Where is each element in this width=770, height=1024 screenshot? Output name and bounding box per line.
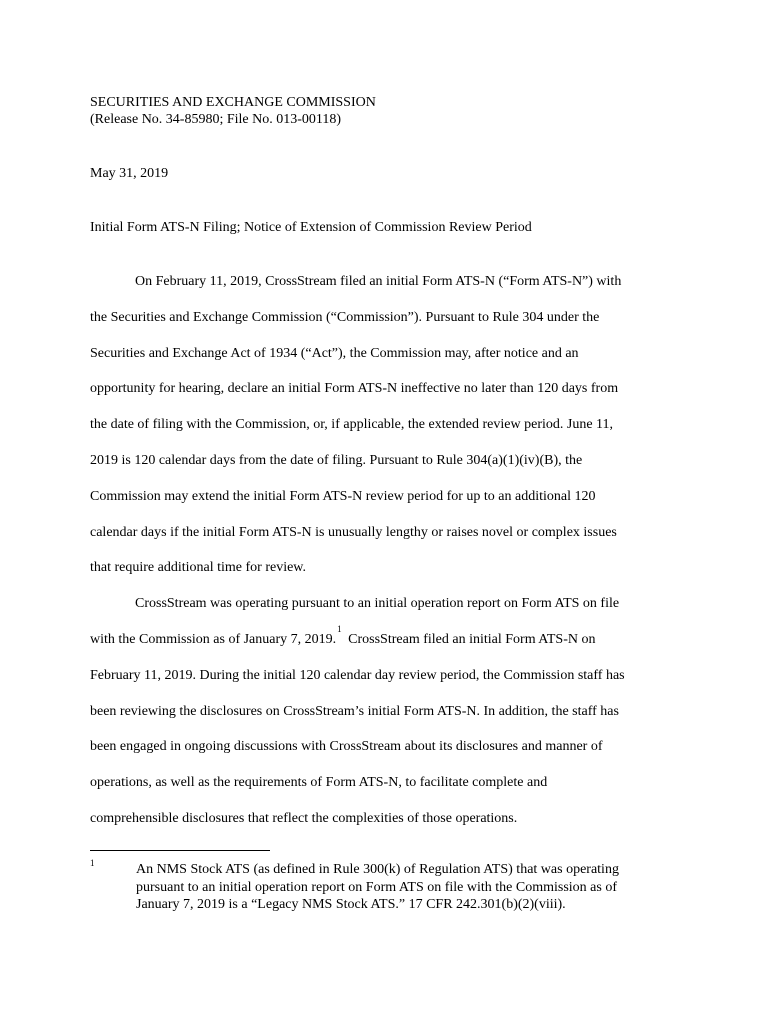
footnote-line: An NMS Stock ATS (as defined in Rule 300(k) of Regulation ATS) that was operating bbox=[136, 862, 619, 877]
paragraph-2-line: been engaged in ongoing discussions with CrossStream about its disclosures and manner of bbox=[90, 739, 603, 755]
document-header bbox=[90, 94, 376, 128]
document-body bbox=[90, 264, 670, 837]
footnote-text bbox=[136, 861, 696, 914]
footnote-line: pursuant to an initial operation report on Form ATS on file with the Commission as of bbox=[136, 879, 618, 895]
paragraph-2-line: CrossStream was operating pursuant to an initial operation report on Form ATS on file bbox=[135, 596, 620, 612]
footnote-line: January 7, 2019 is a “Legacy NMS Stock ATS.” 17 CFR 242.301(b)(2)(viii). bbox=[136, 897, 566, 912]
paragraph-2-text: with the Commission as of January 7, 2019. bbox=[90, 631, 337, 647]
paragraph-1-line: that require additional time for review. bbox=[90, 560, 307, 576]
footnote-divider bbox=[90, 850, 270, 851]
paragraph-2-line: comprehensible disclosures that reflect the complexities of those operations. bbox=[90, 810, 518, 826]
paragraph-1-line: On February 11, 2019, CrossStream filed an initial Form ATS-N (“Form ATS-N”) with bbox=[135, 274, 622, 289]
paragraph-2-line bbox=[90, 622, 670, 658]
document-title: Initial Form ATS-N Filing; Notice of Extension of Commission Review Period bbox=[90, 220, 532, 235]
paragraph-2-line: been reviewing the disclosures on CrossStream’s initial Form ATS-N. In addition, the staff has bbox=[90, 703, 619, 719]
paragraph-1-line: Commission may extend the initial Form ATS-N review period for up to an additional 120 bbox=[90, 488, 596, 504]
paragraph-2-line: operations, as well as the requirements of Form ATS-N, to facilitate complete and bbox=[90, 775, 548, 791]
paragraph-2-text: CrossStream filed an initial Form ATS-N on bbox=[348, 631, 596, 647]
agency-name: SECURITIES AND EXCHANGE COMMISSION bbox=[90, 95, 376, 110]
paragraph-2-line: February 11, 2019. During the initial 120 calendar day review period, the Commission staff has bbox=[90, 667, 625, 683]
paragraph-1-line: calendar days if the initial Form ATS-N is unusually lengthy or raises novel or complex issues bbox=[90, 524, 617, 540]
footnote-reference[interactable]: 1 bbox=[337, 624, 342, 635]
paragraph-1-line: opportunity for hearing, declare an initial Form ATS-N ineffective no later than 120 days from bbox=[90, 381, 619, 397]
paragraph-1-line: the Securities and Exchange Commission (“Commission”). Pursuant to Rule 304 under the bbox=[90, 309, 600, 325]
document-date: May 31, 2019 bbox=[90, 166, 169, 181]
paragraph-1-line: 2019 is 120 calendar days from the date of filing. Pursuant to Rule 304(a)(1)(iv)(B), the bbox=[90, 452, 583, 468]
paragraph-1-line: Securities and Exchange Act of 1934 (“Act”), the Commission may, after notice and an bbox=[90, 345, 579, 361]
release-number: (Release No. 34-85980; File No. 013-00118) bbox=[90, 112, 342, 127]
paragraph-1-line: the date of filing with the Commission, or, if applicable, the extended review period. June 11, bbox=[90, 417, 614, 433]
footnote-number: 1 bbox=[90, 858, 95, 868]
